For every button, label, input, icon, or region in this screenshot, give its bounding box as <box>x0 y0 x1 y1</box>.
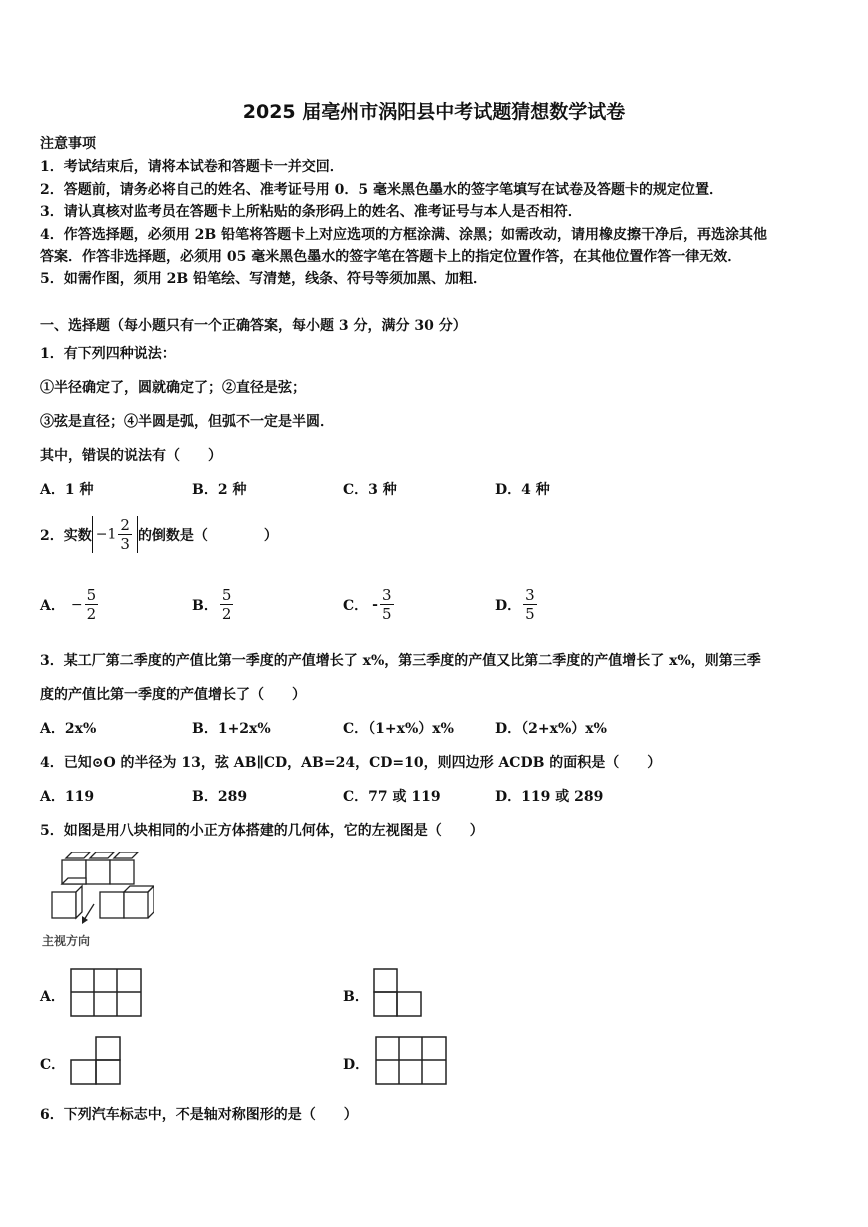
option-b: B． <box>343 989 369 1005</box>
numerator: 5 <box>86 586 97 604</box>
question-5-stem: 5．如图是用八块相同的小正方体搭建的几何体，它的左视图是（ ） <box>40 823 484 839</box>
fraction <box>523 586 537 623</box>
option-a: A．119 <box>40 789 95 805</box>
fraction <box>85 586 99 623</box>
notice-item: 3．请认真核对监考员在答题卡上所粘贴的条形码上的姓名、准考证号与本人是否相符． <box>40 204 582 220</box>
option-d: D． <box>343 1057 370 1073</box>
option-c-view-figure <box>70 1036 122 1086</box>
numerator: 2 <box>120 516 130 534</box>
numerator: 5 <box>221 586 232 604</box>
question-1-line: ③弦是直径；④半圆是弧，但弧不一定是半圆． <box>40 414 334 430</box>
denominator: 5 <box>381 605 392 623</box>
option-d: D．4 种 <box>495 482 550 498</box>
question-1-line: ①半径确定了，圆就确定了；②直径是弦； <box>40 380 306 396</box>
option-a-view-figure <box>70 968 142 1018</box>
question-1-line: 其中，错误的说法有（ ） <box>40 448 222 464</box>
fraction <box>380 586 394 623</box>
notice-item: 5．如需作图，须用 2B 铅笔绘、写清楚，线条、符号等须加黑、加粗． <box>40 271 488 287</box>
option-sign: - <box>372 596 378 613</box>
denominator: 2 <box>86 605 97 623</box>
notice-item: 1．考试结束后，请将本试卷和答题卡一并交回． <box>40 159 344 175</box>
cube-structure-figure <box>44 852 154 932</box>
option-c: C．3 种 <box>343 482 397 498</box>
option-label: B． <box>192 597 218 614</box>
option-b-view-figure <box>373 968 423 1018</box>
notice-item: 4．作答选择题，必须用 2B 铅笔将答题卡上对应选项的方框涂满、涂黑；如需改动，请用橡皮擦干净后，再选涂其他 <box>40 227 768 243</box>
option-b: B．289 <box>192 789 248 805</box>
numerator: 3 <box>525 586 535 604</box>
option-b: B．2 种 <box>192 482 247 498</box>
numerator: 3 <box>381 586 392 604</box>
option-d-view-figure <box>375 1036 447 1086</box>
notice-item: 答案．作答非选择题，必须用 05 毫米黑色墨水的签字笔在答题卡上的指定位置作答，在其他位置作答一律无效． <box>40 249 742 265</box>
fraction <box>118 516 132 553</box>
option-a: A．2x% <box>40 721 97 737</box>
figure-caption: 主视方向 <box>42 934 91 948</box>
question-1-stem: 1．有下列四种说法： <box>40 346 176 362</box>
denominator: 2 <box>221 605 232 623</box>
question-2-suffix: 的倒数是（ ） <box>137 527 278 544</box>
option-label: A． <box>40 597 65 614</box>
notice-item: 2．答题前，请务必将自己的姓名、准考证号用 0．5 毫米黑色墨水的签字笔填写在试卷及答题卡的规定位置． <box>40 182 723 198</box>
mixed-number-whole: −1 <box>95 526 117 543</box>
option-d: D．（2+x%）x% <box>495 721 607 737</box>
notice-heading: 注意事项 <box>40 136 96 152</box>
question-2-stem <box>40 516 278 553</box>
question-3-line: 度的产值比第一季度的产值增长了（ ） <box>40 687 306 703</box>
option-label: C． <box>343 597 369 614</box>
option-c: C．（1+x%）x% <box>343 721 454 737</box>
page-title: 2025 届亳州市涡阳县中考试题猜想数学试卷 <box>242 101 626 123</box>
option-b <box>192 586 235 623</box>
option-c <box>343 586 396 623</box>
option-a: A．1 种 <box>40 482 94 498</box>
question-2-prefix: 2．实数 <box>40 527 92 544</box>
option-sign: − <box>70 596 83 613</box>
question-4-stem: 4．已知⊙O 的半径为 13，弦 AB∥CD，AB=24，CD=10，则四边形 ACDB 的面积是（ ） <box>40 755 662 771</box>
option-c: C． <box>40 1057 66 1073</box>
question-3-line: 3．某工厂第二季度的产值比第一季度的产值增长了 x%，第三季度的产值又比第二季度的产值增长了 x%，则第三季 <box>40 653 761 669</box>
section-heading: 一、选择题（每小题只有一个正确答案，每小题 3 分，满分 30 分） <box>40 318 467 334</box>
denominator: 3 <box>120 535 130 553</box>
option-c: C．77 或 119 <box>343 789 441 805</box>
option-label: D． <box>495 597 522 614</box>
question-6-stem: 6．下列汽车标志中，不是轴对称图形的是（ ） <box>40 1107 358 1123</box>
denominator: 5 <box>525 605 535 623</box>
option-b: B．1+2x% <box>192 721 271 737</box>
option-a <box>40 586 100 623</box>
option-d: D．119 或 289 <box>495 789 604 805</box>
option-d <box>495 586 539 623</box>
option-a: A． <box>40 989 65 1005</box>
absolute-value-expression <box>92 516 138 553</box>
fraction <box>220 586 234 623</box>
